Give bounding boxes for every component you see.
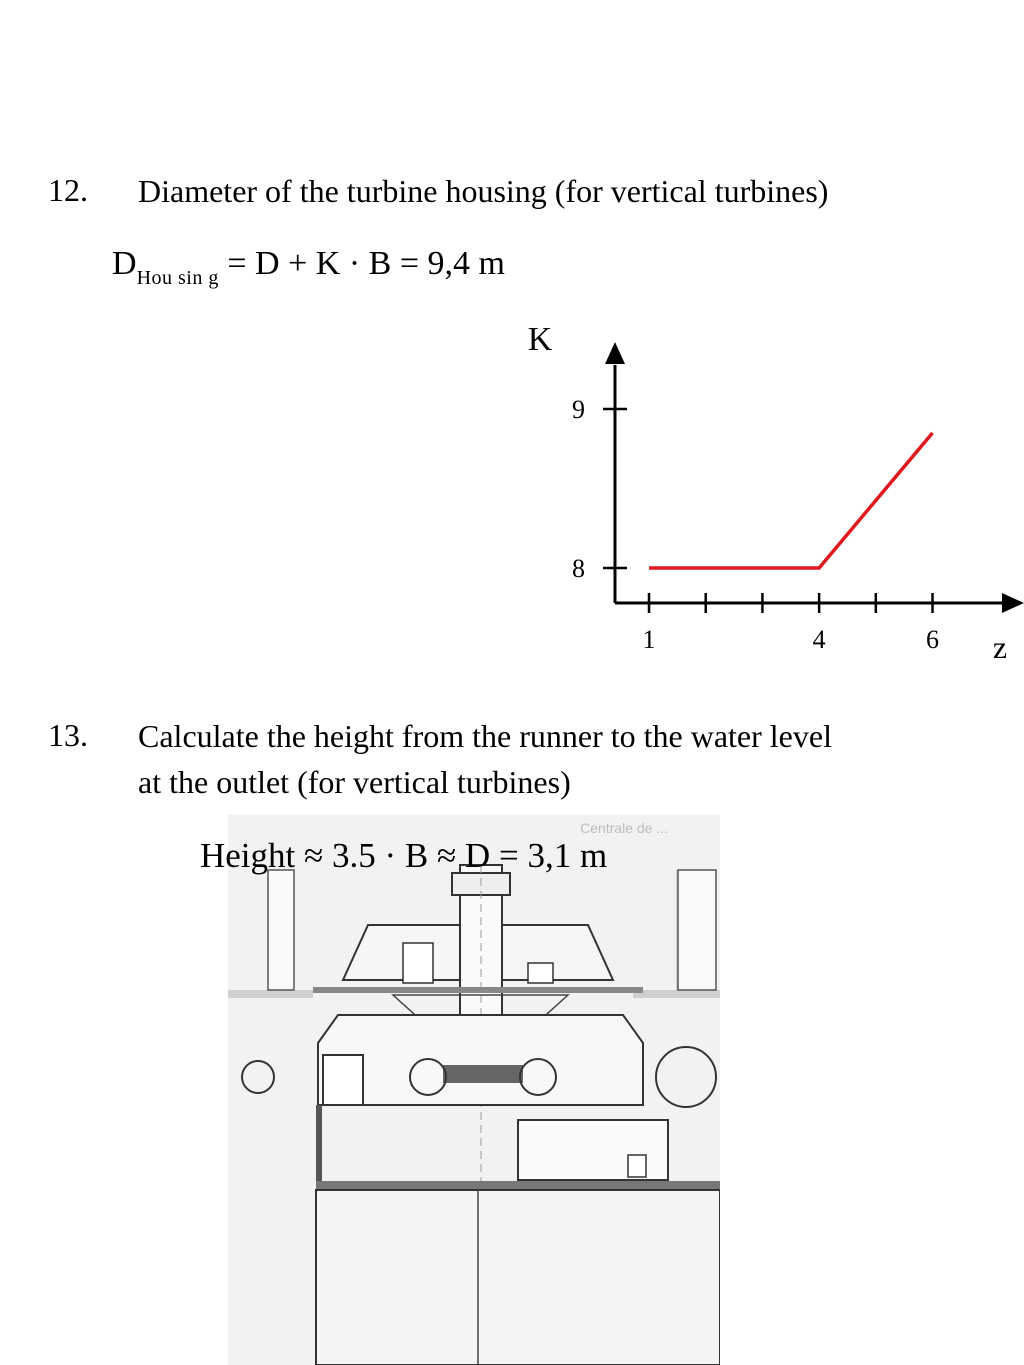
k-vs-z-chart (500, 310, 1024, 680)
x-tick-label: 6 (926, 625, 940, 654)
item-12-number: 12. (48, 172, 88, 208)
runner (443, 1065, 523, 1083)
left-pillar (268, 870, 294, 990)
foundation (316, 1190, 720, 1365)
spiral-casing (318, 1015, 643, 1105)
turbine-cross-section-drawing (228, 815, 720, 1365)
y-axis-arrow-icon (605, 342, 625, 364)
housing-window-right (528, 963, 553, 983)
item-12-heading: Diameter of the turbine housing (for vertical turbines) (138, 173, 829, 209)
height-formula: Height ≈ 3.5 · B ≈ D = 3,1 m (200, 836, 608, 875)
x-tick-label: 1 (642, 625, 656, 654)
y-axis-label: K (527, 321, 553, 358)
formula-d-symbol: D (112, 245, 137, 282)
housing-diameter-formula (112, 245, 505, 289)
y-tick-label: 9 (572, 395, 585, 424)
formula-expression: = D + K · B = 9,4 m (218, 245, 505, 282)
k-curve-series (649, 433, 933, 568)
formula-subscript: Hou sin g (136, 267, 219, 289)
housing-window-left (403, 943, 433, 983)
right-pillar (678, 870, 716, 990)
item-13-number: 13. (48, 717, 88, 753)
left-wall (316, 1105, 322, 1185)
draft-tube-hatch (628, 1155, 646, 1177)
floor-slab (316, 1181, 720, 1189)
y-tick-label: 8 (572, 554, 585, 583)
x-tick-label: 4 (812, 625, 826, 654)
platform (313, 987, 643, 993)
item-13-heading-line-1: Calculate the height from the runner to the water level (138, 718, 832, 754)
inlet-pipe-stub (323, 1055, 363, 1105)
x-axis-arrow-icon (1002, 593, 1024, 613)
drawing-faint-label: Centrale de ... (580, 820, 668, 836)
item-13-heading-line-2: at the outlet (for vertical turbines) (138, 764, 571, 800)
x-axis-label: z (992, 629, 1008, 665)
